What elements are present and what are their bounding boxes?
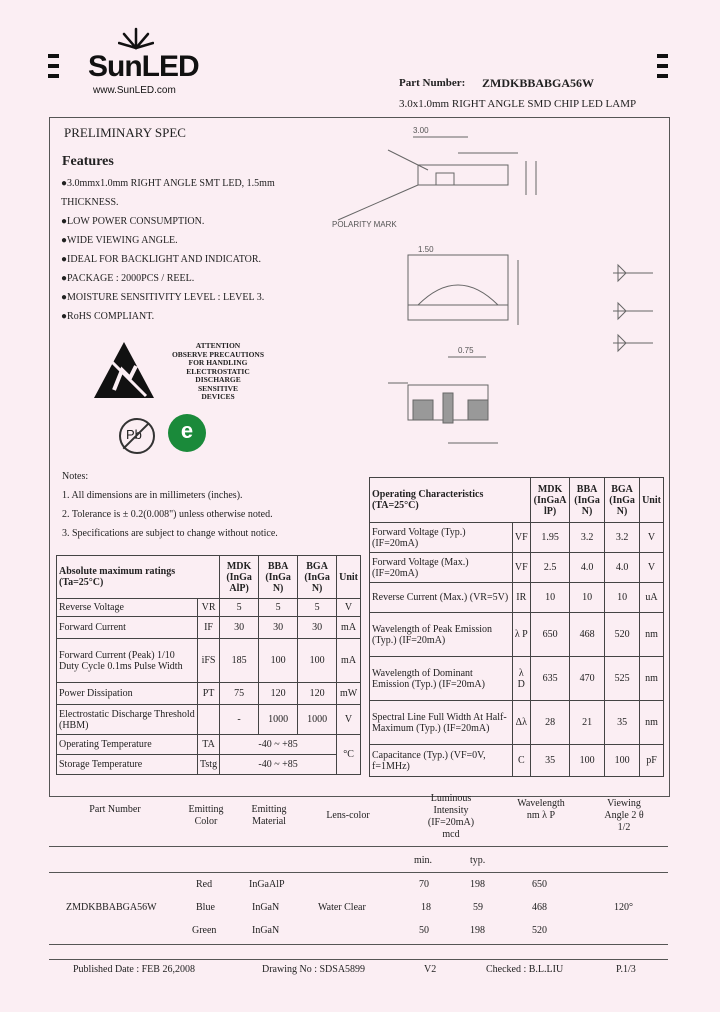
table-title: Operating Characteristics (TA=25°C) xyxy=(370,478,531,523)
param-cell: Capacitance (Typ.) (VF=0V, f=1MHz) xyxy=(370,745,513,777)
lum-typ: 198 xyxy=(470,925,485,936)
table-row xyxy=(57,639,361,683)
column-header: BGA (InGa N) xyxy=(298,556,337,599)
table-row xyxy=(57,705,361,735)
column-header: MDK (InGaA lP) xyxy=(531,478,570,523)
symbol-cell: iFS xyxy=(198,639,220,683)
value-cell: 4.0 xyxy=(570,553,605,583)
col-header-viewing: Viewing Angle 2 θ 1/2 xyxy=(604,798,644,833)
esd-line: ATTENTION xyxy=(195,341,241,350)
table-row xyxy=(370,583,664,613)
footer-divider xyxy=(49,959,668,960)
esd-warning-icon xyxy=(92,340,156,400)
selection-part-number: ZMDKBBABGA56W xyxy=(66,902,157,913)
unit-cell: mA xyxy=(337,617,361,639)
param-cell: Forward Current xyxy=(57,617,198,639)
col-header-lens: Lens-color xyxy=(326,810,370,821)
table-row xyxy=(370,657,664,701)
column-header: MDK (InGa AlP) xyxy=(220,556,259,599)
features-heading: Features xyxy=(62,154,114,169)
unit-cell: uA xyxy=(640,583,664,613)
wavelength: 520 xyxy=(532,925,547,936)
esd-line: DISCHARGE xyxy=(195,375,241,384)
package-drawing xyxy=(318,125,663,460)
value-cell: 5 xyxy=(298,599,337,617)
subtitle: 3.0x1.0mm RIGHT ANGLE SMD CHIP LED LAMP xyxy=(399,98,637,110)
rohs-badge xyxy=(168,414,206,452)
col-header-part: Part Number xyxy=(89,804,141,815)
operating-characteristics-table xyxy=(369,477,664,777)
value-cell: 1000 xyxy=(259,705,298,735)
unit-cell: nm xyxy=(640,657,664,701)
right-bar-marks xyxy=(657,54,668,84)
esd-line: SENSITIVE xyxy=(197,383,239,393)
dimension-label: 0.75 xyxy=(458,346,474,355)
features-list xyxy=(61,174,301,326)
symbol-cell: C xyxy=(512,745,531,777)
value-cell: 75 xyxy=(220,683,259,705)
feature-item: ●PACKAGE : 2000PCS / REEL. xyxy=(61,273,195,284)
part-number: ZMDKBBABGA56W xyxy=(482,76,595,90)
esd-warning-text xyxy=(168,342,268,402)
value-cell: 185 xyxy=(220,639,259,683)
unit-cell: V xyxy=(640,523,664,553)
column-header: BBA (InGa N) xyxy=(570,478,605,523)
value-cell: 30 xyxy=(220,617,259,639)
logo: SunLED xyxy=(88,50,199,83)
value-cell: 4.0 xyxy=(605,553,640,583)
param-cell: Electrostatic Discharge Threshold (HBM) xyxy=(57,705,198,735)
note-item: 2. Tolerance is ± 0.2(0.008") unless otherwise noted. xyxy=(62,509,273,520)
value-cell: 100 xyxy=(298,639,337,683)
table-row xyxy=(57,683,361,705)
table-title: Absolute maximum ratings (Ta=25°C) xyxy=(57,556,220,599)
param-cell: Forward Voltage (Max.) (IF=20mA) xyxy=(370,553,513,583)
note-item: 1. All dimensions are in millimeters (inches). xyxy=(62,490,243,501)
esd-line: FOR HANDLING xyxy=(188,358,248,367)
symbol-cell: VF xyxy=(512,523,531,553)
col-header-wavelength: Wavelength nm λ P xyxy=(517,798,565,821)
value-cell: 120 xyxy=(298,683,337,705)
esd-line: OBSERVE PRECAUTIONS xyxy=(171,349,265,359)
symbol-cell: Δλ xyxy=(512,701,531,745)
value-cell: 10 xyxy=(605,583,640,613)
dimension-label: 1.50 xyxy=(418,245,434,254)
symbol-cell: VR xyxy=(198,599,220,617)
lum-min: 18 xyxy=(421,902,431,913)
value-cell: 100 xyxy=(605,745,640,777)
selection-angle: 120° xyxy=(614,902,633,913)
divider xyxy=(49,846,668,847)
unit-cell: mW xyxy=(337,683,361,705)
value-cell: 10 xyxy=(531,583,570,613)
feature-item: ●MOISTURE SENSITIVITY LEVEL : LEVEL 3. xyxy=(61,292,265,303)
column-header: Unit xyxy=(337,556,361,599)
symbol-cell: IF xyxy=(198,617,220,639)
emit-color: Green xyxy=(192,925,217,936)
feature-item: ●WIDE VIEWING ANGLE. xyxy=(61,235,178,246)
table-row xyxy=(370,553,664,583)
version: V2 xyxy=(424,964,437,975)
unit-cell: nm xyxy=(640,701,664,745)
param-cell: Forward Current (Peak) 1/10 Duty Cycle 0.1ms Pulse Width xyxy=(57,639,198,683)
dimension-label: 3.00 xyxy=(413,126,429,135)
feature-item: ●RoHS COMPLIANT. xyxy=(61,311,155,322)
website-link[interactable]: www.SunLED.com xyxy=(93,85,176,96)
emit-color: Blue xyxy=(196,902,215,913)
value-cell: 35 xyxy=(531,745,570,777)
symbol-cell: λ P xyxy=(512,613,531,657)
param-cell: Power Dissipation xyxy=(57,683,198,705)
param-cell: Wavelength of Peak Emission (Typ.) (IF=20mA) xyxy=(370,613,513,657)
table-header-row xyxy=(370,478,664,523)
col-header-material: Emitting Material xyxy=(251,804,287,827)
param-cell: Reverse Current (Max.) (VR=5V) xyxy=(370,583,513,613)
column-header: BGA (InGa N) xyxy=(605,478,640,523)
value-cell: 5 xyxy=(259,599,298,617)
value-cell: 650 xyxy=(531,613,570,657)
unit-cell: °C xyxy=(337,735,361,775)
value-cell: 520 xyxy=(605,613,640,657)
param-cell: Reverse Voltage xyxy=(57,599,198,617)
value-cell: 5 xyxy=(220,599,259,617)
page-number: P.1/3 xyxy=(616,964,636,975)
value-cell: 21 xyxy=(570,701,605,745)
esd-line: ELECTROSTATIC xyxy=(186,366,250,376)
value-cell: 10 xyxy=(570,583,605,613)
note-item: 3. Specifications are subject to change without notice. xyxy=(62,528,278,539)
feature-item: ●3.0mmx1.0mm RIGHT ANGLE SMT LED, 1.5mm THICKNESS. xyxy=(61,178,275,208)
value-cell: 1000 xyxy=(298,705,337,735)
column-header: Unit xyxy=(640,478,664,523)
table-row xyxy=(370,613,664,657)
table-row xyxy=(370,745,664,777)
value-cell: 468 xyxy=(570,613,605,657)
value-cell: 2.5 xyxy=(531,553,570,583)
value-cell: 1.95 xyxy=(531,523,570,553)
value-cell: 3.2 xyxy=(605,523,640,553)
rohs-text: e xyxy=(180,418,194,443)
drawing-number: Drawing No : SDSA5899 xyxy=(262,964,366,975)
wavelength: 650 xyxy=(532,879,547,890)
symbol-cell: λ D xyxy=(512,657,531,701)
value-cell: 30 xyxy=(298,617,337,639)
selection-lens: Water Clear xyxy=(318,902,366,913)
value-cell: 28 xyxy=(531,701,570,745)
unit-cell: V xyxy=(640,553,664,583)
table-row xyxy=(57,755,361,775)
logo-rays-icon xyxy=(118,26,154,50)
lead-free-badge xyxy=(119,418,155,454)
divider xyxy=(49,944,668,945)
value-cell: 100 xyxy=(259,639,298,683)
value-cell: 120 xyxy=(259,683,298,705)
feature-item: ●LOW POWER CONSUMPTION. xyxy=(61,216,205,227)
column-header: BBA (InGa N) xyxy=(259,556,298,599)
feature-item: ●IDEAL FOR BACKLIGHT AND INDICATOR. xyxy=(61,254,262,265)
emit-material: InGaN xyxy=(252,902,280,913)
emit-material: InGaN xyxy=(252,925,280,936)
notes xyxy=(62,467,278,543)
emit-color: Red xyxy=(196,879,213,890)
col-header-emit: Emitting Color xyxy=(188,804,224,827)
spec-title: PRELIMINARY SPEC xyxy=(64,125,186,140)
col-header-luminous: Luminous Intensity (IF=20mA) mcd xyxy=(427,793,475,840)
unit-cell: mA xyxy=(337,639,361,683)
left-bar-marks xyxy=(48,54,59,84)
value-cell: - xyxy=(220,705,259,735)
value-cell: -40 ~ +85 xyxy=(220,755,337,775)
notes-title: Notes: xyxy=(62,471,89,482)
part-number-label: Part Number: xyxy=(399,77,466,89)
param-cell: Operating Temperature xyxy=(57,735,198,755)
value-cell: 525 xyxy=(605,657,640,701)
published-date: Published Date : FEB 26,2008 xyxy=(73,964,195,975)
unit-cell: V xyxy=(337,599,361,617)
value-cell: 3.2 xyxy=(570,523,605,553)
polarity-label: POLARITY MARK xyxy=(332,220,397,229)
min-label: min. xyxy=(414,855,433,866)
wavelength: 468 xyxy=(532,902,547,913)
unit-cell: nm xyxy=(640,613,664,657)
emit-material: InGaAlP xyxy=(249,879,285,890)
param-cell: Forward Voltage (Typ.) (IF=20mA) xyxy=(370,523,513,553)
lum-min: 70 xyxy=(419,879,429,890)
lead-free-text: Pb xyxy=(126,427,142,442)
symbol-cell: TA xyxy=(198,735,220,755)
esd-line: DEVICES xyxy=(201,392,235,401)
unit-cell: V xyxy=(337,705,361,735)
table-row xyxy=(57,599,361,617)
symbol-cell: PT xyxy=(198,683,220,705)
value-cell: 470 xyxy=(570,657,605,701)
table-row xyxy=(57,617,361,639)
typ-label: typ. xyxy=(470,855,486,866)
param-cell: Wavelength of Dominant Emission (Typ.) (IF=20mA) xyxy=(370,657,513,701)
symbol-cell: Tstg xyxy=(198,755,220,775)
checked-by: Checked : B.L.LIU xyxy=(486,964,564,975)
divider xyxy=(49,872,668,873)
symbol-cell: VF xyxy=(512,553,531,583)
value-cell: 30 xyxy=(259,617,298,639)
lum-typ: 198 xyxy=(470,879,485,890)
param-cell: Spectral Line Full Width At Half-Maximum (Typ.) (IF=20mA) xyxy=(370,701,513,745)
table-row xyxy=(370,523,664,553)
value-cell: 100 xyxy=(570,745,605,777)
symbol-cell xyxy=(198,705,220,735)
value-cell: 35 xyxy=(605,701,640,745)
absolute-max-table xyxy=(56,555,361,775)
value-cell: -40 ~ +85 xyxy=(220,735,337,755)
table-header-row xyxy=(57,556,361,599)
unit-cell: pF xyxy=(640,745,664,777)
symbol-cell: IR xyxy=(512,583,531,613)
lum-typ: 59 xyxy=(473,902,483,913)
param-cell: Storage Temperature xyxy=(57,755,198,775)
lum-min: 50 xyxy=(419,925,429,936)
table-row xyxy=(370,701,664,745)
table-row xyxy=(57,735,361,755)
value-cell: 635 xyxy=(531,657,570,701)
